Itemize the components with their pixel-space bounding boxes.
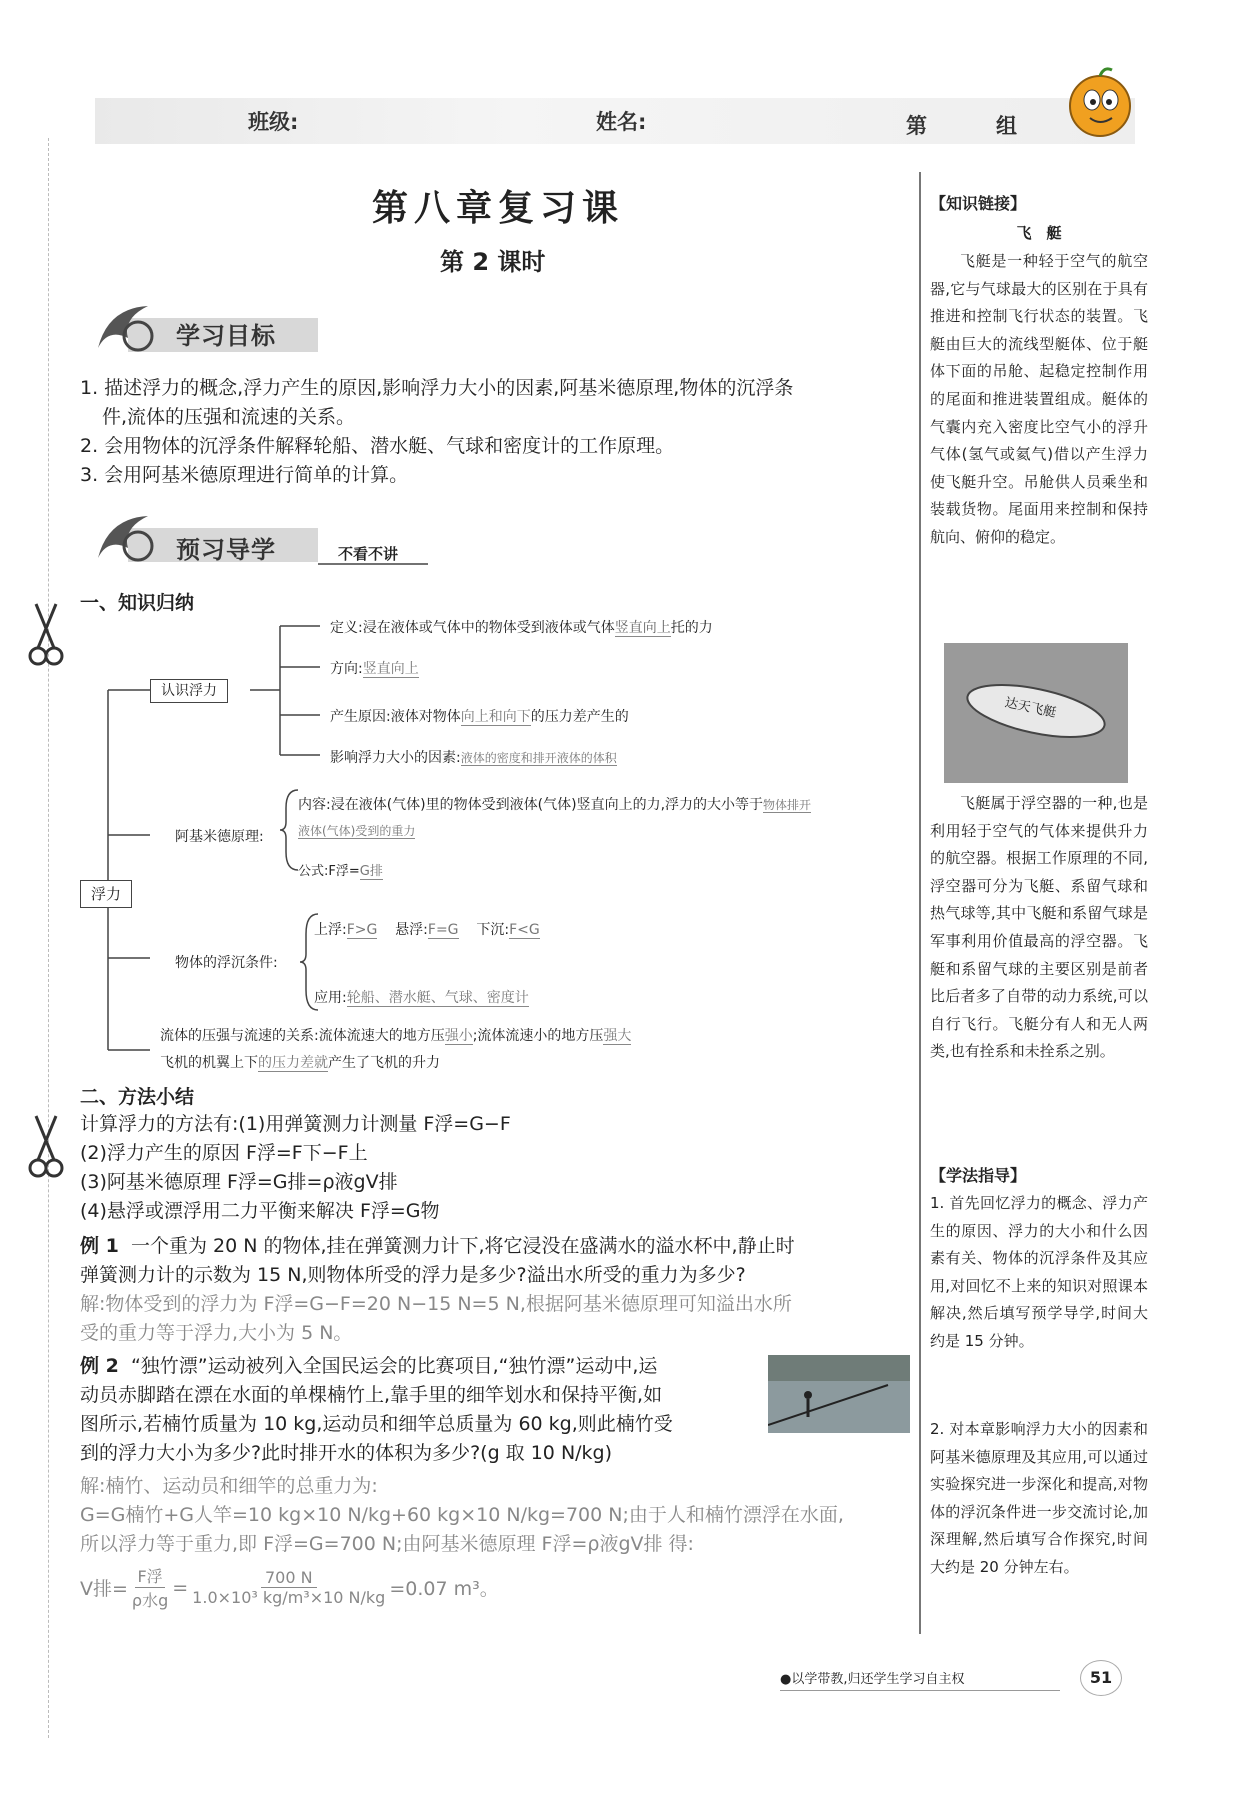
method-1: 计算浮力的方法有:(1)用弹簧测力计测量 F浮=G−F (80, 1113, 511, 1135)
goal-1-cont: 件,流体的压强和流速的关系。 (102, 406, 356, 428)
formula-row: 公式:F浮=G排 (298, 864, 383, 879)
method-2: (2)浮力产生的原因 F浮=F下−F上 (80, 1142, 368, 1164)
archimedes-content: 内容:浸在液体(气体)里的物体受到液体(气体)竖直向上的力,浮力的大小等于物体排开 液体(气体)受到的重力 (298, 797, 812, 838)
fluid-row-1: 流体的压强与流速的关系:流体流速大的地方压强小;流体流速小的地方压强大 (160, 1028, 632, 1044)
direction-row: 方向:竖直向上 (330, 661, 419, 677)
sink-applications: 应用:轮船、潜水艇、气球、密度计 (314, 990, 529, 1006)
study-guide-heading: 【学法指导】 (930, 1166, 1027, 1185)
root-node: 浮力 (80, 880, 132, 908)
cause-row: 产生原因:液体对物体向上和向下的压力差产生的 (330, 709, 629, 725)
scissors-icon (28, 600, 64, 670)
archimedes-node: 阿基米德原理: (175, 829, 264, 845)
page-number: 51 (1080, 1660, 1122, 1696)
goals-banner: 学习目标 (176, 322, 276, 350)
methods-heading: 二、方法小结 (80, 1086, 195, 1108)
knowledge-link-title: 飞 艇 (1016, 224, 1062, 242)
airship-lettering: 达天飞艇 (1003, 695, 1058, 722)
method-3: (3)阿基米德原理 F浮=G排=ρ液gV排 (80, 1171, 398, 1193)
knowledge-heading: 一、知识归纳 (80, 592, 195, 614)
preview-banner: 预习导学 (176, 536, 276, 564)
footer-slogan: ●以学带教,归还学生学习自主权 (780, 1672, 965, 1687)
example-2-formula: V排= F浮 ρ水g = $\frac{700 N}{\text{1.0×10³ kg/m³×10 N/kg}}$ =0.07 m³。 (80, 1564, 499, 1611)
example-2-label: 例 2 (80, 1355, 119, 1377)
class-label: 班级: (248, 110, 299, 134)
scissors-icon-2 (28, 1112, 64, 1182)
example-1-label: 例 1 (80, 1235, 119, 1257)
study-guide-2: 2. 对本章影响浮力大小的因素和阿基米德原理及其应用,可以通过实验探究进一步深化和提高,对物体的浮沉条件进一步交流讨论,加深理解,然后填写合作探究,时间大约是 20 分钟左右。 (930, 1420, 1148, 1576)
fluid-row-2: 飞机的机翼上下的压力差就产生了飞机的升力 (160, 1055, 440, 1071)
knowledge-link-text: 飞艇是一种轻于空气的航空器,它与气球最大的区别在于具有推进和控制飞行状态的装置。飞艇由巨大的流线型艇体、位于艇体下面的吊舱、起稳定控制作用的尾面和推进装置组成。艇体的气囊内充入密度比空气小的浮升气体(氢气或氦气)借以产生浮力使飞艇升空。吊舱供人员乘坐和装载货物。尾面用来控制和保持航向、俯仰的稳定。 (930, 252, 1148, 546)
sink-conditions: 上浮:F>G 悬浮:F=G 下沉:F<G (314, 922, 540, 938)
goal-1: 1. 描述浮力的概念,浮力产生的原因,影响浮力大小的因素,阿基米德原理,物体的沉浮条 (80, 377, 794, 399)
page-title: 第八章复习课 (372, 187, 625, 229)
goal-3: 3. 会用阿基米德原理进行简单的计算。 (80, 464, 409, 486)
method-4: (4)悬浮或漂浮用二力平衡来解决 F浮=G物 (80, 1200, 440, 1222)
bamboo-rafting-photo (768, 1355, 910, 1433)
group-suffix: 组 (996, 114, 1017, 138)
definition-row: 定义:浸在液体或气体中的物体受到液体或气体竖直向上托的力 (330, 620, 713, 636)
example-1-answer: 解:物体受到的浮力为 F浮=G−F=20 N−15 N=5 N,根据阿基米德原理可知溢出水所 (80, 1293, 792, 1315)
name-label: 姓名: (596, 110, 647, 134)
example-2: 例 2 “独竹漂”运动被列入全国民运会的比赛项目,“独竹漂”运动中,运 动员赤脚踏在漂在水面的单棵楠竹上,靠手里的细竿划水和保持平衡,如 图所示,若楠竹质量为 10 kg,运动员和细竿总质量为 60 kg,则此楠竹受 到的浮力大小为多少?此时排开水的体积为多少?(g 取 10 N/kg) (80, 1355, 673, 1464)
knowledge-link-text-2: 飞艇属于浮空器的一种,也是利用轻于空气的气体来提供升力的航空器。根据工作原理的不同,浮空器可分为飞艇、系留气球和热气球等,其中飞艇和系留气球是军事利用价值最高的浮空器。飞艇和系留气球的主要区别是前者比后者多了自带的动力系统,可以自行飞行。飞艇分有人和无人两类,也有拴系和未拴系之别。 (930, 794, 1148, 1061)
methods-list (80, 1110, 915, 1226)
factor-row: 影响浮力大小的因素:液体的密度和排开液体的体积 (330, 750, 617, 766)
sink-node: 物体的浮沉条件: (175, 955, 278, 971)
knowledge-link-heading: 【知识链接】 (930, 194, 1027, 213)
example-2-answer: 解:楠竹、运动员和细竿的总重力为: G=G楠竹+G人竿=10 kg×10 N/kg+60 kg×10 N/kg=700 N;由于人和楠竹漂浮在水面, 所以浮力等于重力,即 F浮=G=700 N;由阿基米德原理 F浮=ρ液gV排 得: (80, 1475, 844, 1555)
airship-photo (944, 643, 1128, 783)
example-1: 例 1 一个重为 20 N 的物体,挂在弹簧测力计下,将它浸没在盛满水的溢水杯中,静止时 弹簧测力计的示数为 15 N,则物体所受的浮力是多少?溢出水所受的重力为多少? 解:物体受到的浮力为 F浮=G−F=20 N−15 N=5 N,根据阿基米德原理可知溢出水所 受的重力等于浮力,大小为 5 N。 (80, 1232, 915, 1348)
goal-2: 2. 会用物体的沉浮条件解释轮船、潜水艇、气球和密度计的工作原理。 (80, 435, 675, 457)
goals-list (80, 374, 915, 490)
mascot-icon (1062, 62, 1138, 142)
group-prefix: 第 (906, 114, 927, 138)
preview-tag: 不看不讲 (338, 545, 399, 563)
sidebar-divider (919, 172, 921, 1634)
study-guide-1: 1. 首先回忆浮力的概念、浮力产生的原因、浮力的大小和什么因素有关、物体的沉浮条件及其应用,对回忆不上来的知识对照课本解决,然后填写预学导学,时间大约是 15 分钟。 (930, 1194, 1148, 1350)
lesson-subtitle: 第 2 课时 (440, 248, 546, 276)
archimedes-brace (280, 788, 300, 872)
binding-line (48, 138, 49, 1738)
recognize-node: 认识浮力 (150, 679, 228, 703)
